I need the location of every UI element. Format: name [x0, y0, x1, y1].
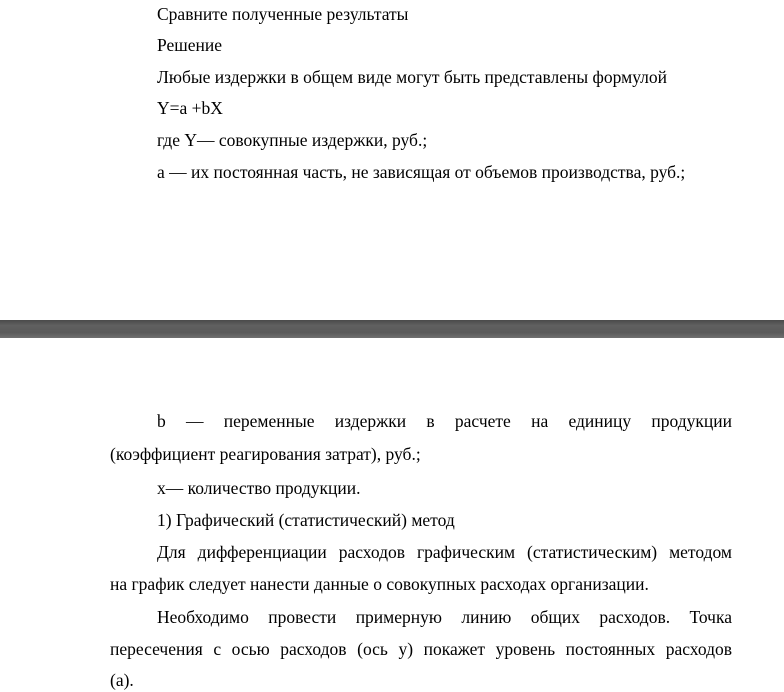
text-line-solution: Решение [157, 35, 223, 55]
text-line-x-definition: x— количество продукции. [157, 478, 361, 498]
text-line-y-definition: где Y— совокупные издержки, руб.; [157, 130, 428, 150]
text-line-b-definition: b — переменные издержки в расчете на единицу продукции [157, 411, 732, 431]
page-separator [0, 320, 784, 338]
text-line-a-definition: а — их постоянная часть, не зависящая от объемов производства, руб.; [157, 162, 686, 182]
formula-line: Y=a +bX [157, 98, 223, 118]
text-line-intersection: пересечения с осью расходов (ось у) покажет уровень постоянных расходов [110, 639, 732, 659]
text-line-compare: Сравните полученные результаты [157, 4, 409, 24]
text-line-costs-formula-intro: Любые издержки в общем виде могут быть представлены формулой [157, 67, 668, 87]
text-line-differentiation-cont: на график следует нанести данные о совокупных расходах организации. [110, 574, 649, 594]
text-line-intersection-end: (а). [110, 670, 134, 690]
document-page-bottom [0, 338, 784, 692]
text-line-draw-line: Необходимо провести примерную линию общих расходов. Точка [157, 607, 732, 627]
section-heading-graphic-method: 1) Графический (статистический) метод [157, 510, 455, 530]
text-line-differentiation: Для дифференциации расходов графическим (статистическим) методом [157, 542, 732, 562]
document-page-top [0, 0, 784, 320]
text-line-b-definition-cont: (коэффициент реагирования затрат), руб.; [110, 444, 421, 464]
